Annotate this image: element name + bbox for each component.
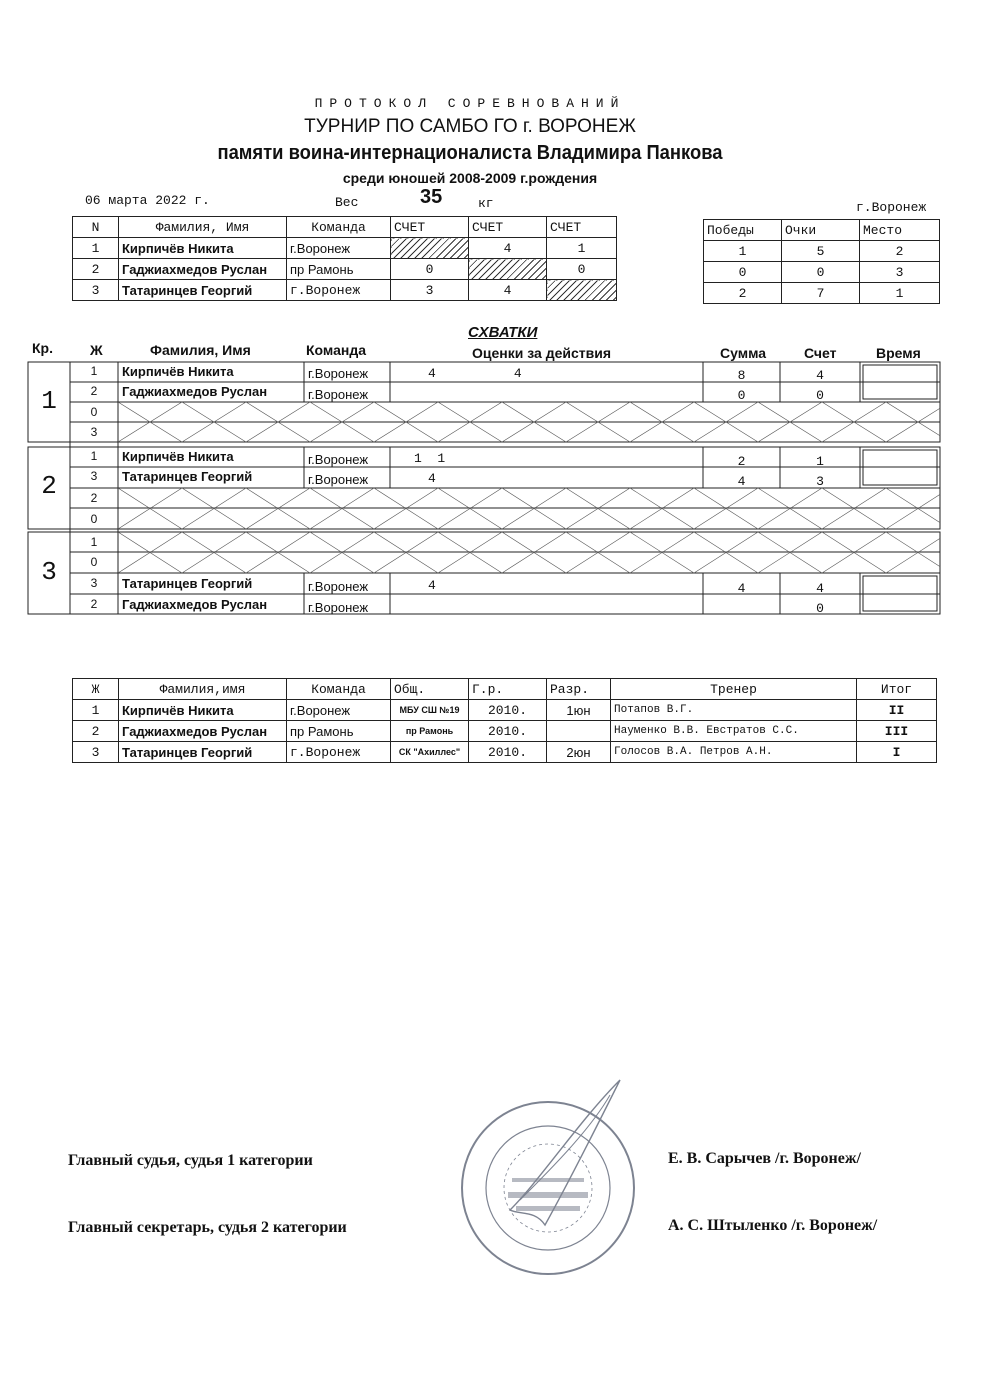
final-result: I [857, 742, 937, 763]
results-place: 3 [860, 262, 940, 283]
final-lot: 1 [73, 700, 119, 721]
final-header-lot: Ж [73, 679, 119, 700]
grid-name: Кирпичёв Никита [119, 238, 287, 259]
bouts-title: СХВАТКИ [468, 324, 538, 341]
final-team: пр Рамонь [287, 721, 391, 742]
bout-sum: 2 [737, 454, 746, 469]
final-header-club: Общ. [391, 679, 469, 700]
weight-unit: кг [478, 196, 494, 211]
grid-header-score-1: СЧЕТ [391, 217, 469, 238]
bout-score: 4 [816, 581, 824, 596]
bout-sum: 8 [737, 368, 746, 383]
grid-header-n: N [73, 217, 119, 238]
round-number: 3 [41, 557, 57, 587]
chief-secretary-name: А. С. Штыленко /г. Воронеж/ [668, 1217, 878, 1234]
results-header-points: Очки [782, 220, 860, 241]
weight-label: Вес [335, 195, 359, 210]
bout-team: г.Воронеж [308, 472, 369, 487]
final-row [73, 700, 937, 721]
final-team: г.Воронеж [287, 700, 391, 721]
grid-team: г.Воронеж [287, 280, 391, 301]
results-header-wins: Победы [704, 220, 782, 241]
chief-judge-title: Главный судья, судья 1 категории [68, 1152, 313, 1169]
results-header-place: Место [860, 220, 940, 241]
bout-sum: 4 [737, 581, 746, 596]
results-place: 2 [860, 241, 940, 262]
bout-marks: 4 4 [428, 366, 522, 381]
final-result: III [857, 721, 937, 742]
bout-marks: 4 [428, 471, 436, 486]
bout-team: г.Воронеж [308, 579, 369, 594]
grid-score: 0 [391, 259, 469, 280]
bouts-frame [0, 0, 1000, 660]
final-rank: 1юн [547, 700, 611, 721]
final-club: МБУ СШ №19 [391, 700, 469, 721]
bouts-header-time: Время [876, 345, 921, 361]
bout-lot: 3 [90, 576, 98, 590]
bout-lot: 0 [90, 555, 98, 569]
final-header-result: Итог [857, 679, 937, 700]
grid-n: 2 [73, 259, 119, 280]
final-header-year: Г.р. [469, 679, 547, 700]
bout-team: г.Воронеж [308, 366, 369, 381]
bout-team: г.Воронеж [308, 600, 369, 615]
grid-team: пр Рамонь [287, 259, 391, 280]
bout-name: Кирпичёв Никита [122, 364, 234, 379]
bouts-header-scores: Оценки за действия [472, 345, 611, 361]
bout-name: Гаджиахмедов Руслан [122, 597, 268, 612]
results-points: 7 [782, 283, 860, 304]
final-header-row [73, 679, 937, 700]
grid-score: 4 [469, 238, 547, 259]
round-number: 2 [41, 471, 57, 501]
bouts-header-round: Кр. [32, 340, 53, 356]
age-group: среди юношей 2008-2009 г.рождения [342, 170, 598, 186]
bouts-header-score: Счет [804, 345, 837, 361]
final-lot: 2 [73, 721, 119, 742]
grid-header-score-2: СЧЕТ [469, 217, 547, 238]
chief-secretary-title: Главный секретарь, судья 2 категории [68, 1219, 347, 1236]
bouts-header-lot: Ж [90, 342, 103, 358]
bout-score: 3 [816, 474, 824, 489]
bout-name: Татаринцев Георгий [122, 469, 253, 484]
chief-judge-name: Е. В. Сарычев /г. Воронеж/ [668, 1150, 861, 1167]
final-row [73, 742, 937, 763]
bouts-header-name: Фамилия, Имя [150, 342, 251, 358]
final-year: 2010. [469, 721, 547, 742]
bout-lot: 1 [90, 449, 98, 463]
bout-lot: 3 [90, 469, 98, 483]
bout-name: Татаринцев Георгий [122, 576, 253, 591]
bout-name: Гаджиахмедов Руслан [122, 384, 268, 399]
final-header-rank: Разр. [547, 679, 611, 700]
final-header-name: Фамилия,имя [119, 679, 287, 700]
results-place: 1 [860, 283, 940, 304]
round-number: 1 [41, 386, 57, 416]
grid-header-name: Фамилия, Имя [119, 217, 287, 238]
bout-score: 1 [816, 454, 824, 469]
final-club: пр Рамонь [391, 721, 469, 742]
tournament-subtitle: памяти воина-интернационалиста Владимира Панкова [217, 142, 723, 164]
bout-name: Кирпичёв Никита [122, 449, 234, 464]
final-rank [547, 721, 611, 742]
tournament-title: ТУРНИР ПО САМБО ГО г. ВОРОНЕЖ [304, 116, 636, 137]
bout-marks: 4 [428, 578, 436, 593]
final-header-coach: Тренер [611, 679, 857, 700]
bout-team: г.Воронеж [308, 452, 369, 467]
final-row [73, 721, 937, 742]
bout-score: 0 [816, 388, 824, 403]
final-header-team: Команда [287, 679, 391, 700]
grid-n: 3 [73, 280, 119, 301]
final-table [72, 678, 937, 763]
grid-name: Гаджиахмедов Руслан [119, 259, 287, 280]
final-year: 2010. [469, 742, 547, 763]
grid-score: 3 [391, 280, 469, 301]
event-date: 06 марта 2022 г. [85, 193, 210, 208]
bout-lot: 2 [90, 491, 98, 505]
results-points: 0 [782, 262, 860, 283]
bout-lot: 2 [90, 597, 98, 611]
grid-n: 1 [73, 238, 119, 259]
final-name: Татаринцев Георгий [119, 742, 287, 763]
event-city: г.Воронеж [856, 200, 927, 215]
final-result: II [857, 700, 937, 721]
final-year: 2010. [469, 700, 547, 721]
bout-lot: 3 [90, 425, 98, 439]
protocol-heading: ПРОТОКОЛ СОРЕВНОВАНИЙ [314, 96, 626, 111]
results-wins: 2 [704, 283, 782, 304]
grid-header-score-3: СЧЕТ [547, 217, 617, 238]
bout-score: 0 [816, 601, 824, 616]
final-coach: Потапов В.Г. [611, 700, 857, 721]
final-rank: 2юн [547, 742, 611, 763]
grid-name: Татаринцев Георгий [119, 280, 287, 301]
grid-score: 4 [469, 280, 547, 301]
bouts-header-sum: Сумма [720, 345, 767, 361]
final-lot: 3 [73, 742, 119, 763]
weight-value: 35 [420, 186, 443, 208]
bout-lot: 1 [90, 535, 98, 549]
final-team: г.Воронеж [287, 742, 391, 763]
final-coach: Науменко В.В. Евстратов С.С. [611, 721, 857, 742]
grid-header-team: Команда [287, 217, 391, 238]
bout-sum: 0 [737, 388, 746, 403]
bout-lot: 2 [90, 384, 98, 398]
bout-sum: 4 [737, 474, 746, 489]
results-wins: 1 [704, 241, 782, 262]
grid-score: 1 [547, 238, 617, 259]
bouts-header-team: Команда [306, 342, 366, 358]
bout-lot: 1 [90, 364, 98, 378]
bout-team: г.Воронеж [308, 387, 369, 402]
grid-score: 0 [547, 259, 617, 280]
federation-stamp [450, 1060, 650, 1290]
results-wins: 0 [704, 262, 782, 283]
final-coach: Голосов В.А. Петров А.Н. [611, 742, 857, 763]
final-name: Кирпичёв Никита [119, 700, 287, 721]
final-name: Гаджиахмедов Руслан [119, 721, 287, 742]
bout-lot: 0 [90, 405, 98, 419]
results-points: 5 [782, 241, 860, 262]
bout-marks: 1 1 [414, 451, 446, 466]
grid-team: г.Воронеж [287, 238, 391, 259]
bout-score: 4 [816, 368, 824, 383]
bout-lot: 0 [90, 512, 98, 526]
final-club: СК "Ахиллес" [391, 742, 469, 763]
